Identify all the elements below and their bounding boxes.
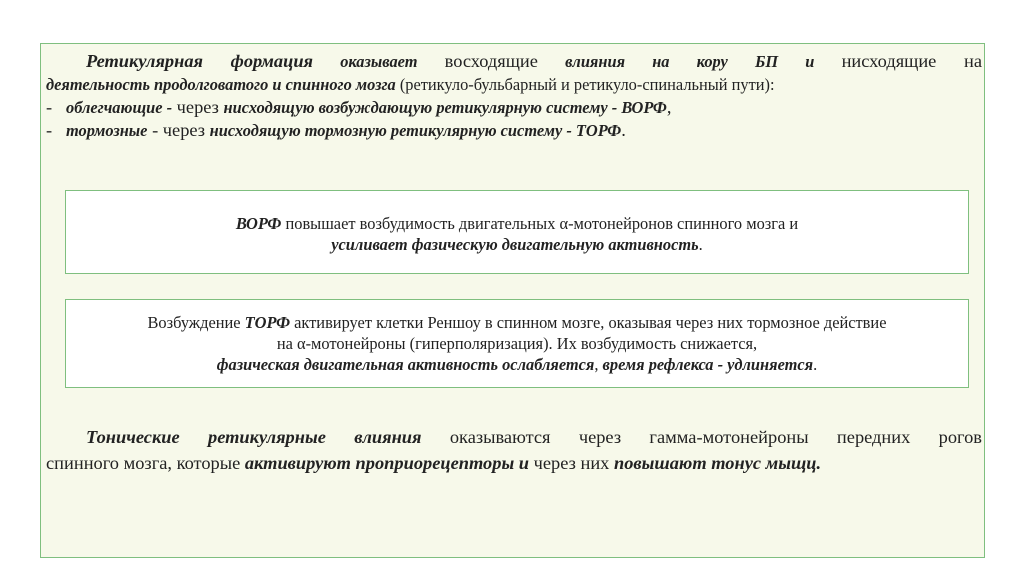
vorf-line-2	[66, 234, 968, 255]
intro-text: нисходящие на	[841, 51, 982, 71]
tonic-line-1	[46, 424, 982, 450]
bullet-text: тормозные	[66, 121, 148, 140]
box-text: ,	[594, 355, 603, 374]
intro-line-2	[46, 73, 982, 96]
tonic-text: активируют проприорецепторы и	[244, 453, 530, 473]
box-text: активирует клетки Реншоу в спинном мозге, оказывая через них тормозное действие	[290, 313, 887, 332]
box-text: повышает возбудимость двигательных α-мотонейронов спинного мозга и	[281, 214, 799, 233]
bullet-text: - через	[147, 120, 210, 140]
bullet-text: ,	[666, 97, 672, 117]
bullet-dash: -	[46, 120, 53, 140]
intro-text: восходящие	[444, 51, 538, 71]
intro-text: влияния на кору БП и	[537, 52, 842, 71]
tonic-text: оказываются через гамма-мотонейроны передних рогов	[421, 427, 982, 447]
bullet-dash: -	[46, 97, 53, 117]
intro-paragraph	[46, 50, 982, 142]
intro-text: деятельность продолговатого и спинного мозга	[46, 75, 396, 94]
intro-line-1	[46, 50, 982, 73]
intro-text: оказывает	[313, 52, 445, 71]
tonic-paragraph	[46, 424, 982, 476]
bullet-text: нисходящую возбуждающую ретикулярную систему - ВОРФ	[223, 98, 667, 117]
box-text: .	[813, 355, 818, 374]
box-text: фазическая двигательная активность ослабляется	[216, 355, 595, 374]
tonic-text: повышают тонус мыщц.	[613, 453, 822, 473]
torf-line-1	[66, 312, 968, 333]
vorf-box	[65, 190, 969, 274]
box-text: время рефлекса - удлиняется	[602, 355, 814, 374]
vorf-line-1	[66, 213, 968, 234]
torf-box	[65, 299, 969, 388]
box-text: .	[698, 235, 703, 254]
term-reticular-formation: Ретикулярная формация	[86, 51, 314, 71]
torf-line-2: на α-мотонейроны (гиперполяризация). Их возбудимость снижается,	[276, 334, 758, 353]
torf-term: ТОРФ	[244, 313, 291, 332]
bullet-text: облегчающие -	[66, 98, 173, 117]
intro-text: (ретикуло-бульбарный и ретикуло-спинальный пути):	[395, 75, 775, 94]
tonic-term: Тонические ретикулярные влияния	[86, 427, 422, 447]
bullet-text: .	[621, 120, 626, 140]
bullet-text: через	[172, 97, 224, 117]
bullet-facilitating	[46, 96, 982, 119]
box-text: Возбуждение	[147, 313, 245, 332]
tonic-text: через них	[529, 453, 614, 473]
vorf-term: ВОРФ	[235, 214, 282, 233]
bullet-inhibitory	[46, 119, 982, 142]
tonic-text: спинного мозга, которые	[46, 453, 245, 473]
tonic-line-2	[46, 450, 982, 476]
box-text: усиливает фазическую двигательную активность	[331, 235, 699, 254]
bullet-text: нисходящую тормозную ретикулярную систему - ТОРФ	[209, 121, 622, 140]
torf-line-3	[66, 354, 968, 375]
